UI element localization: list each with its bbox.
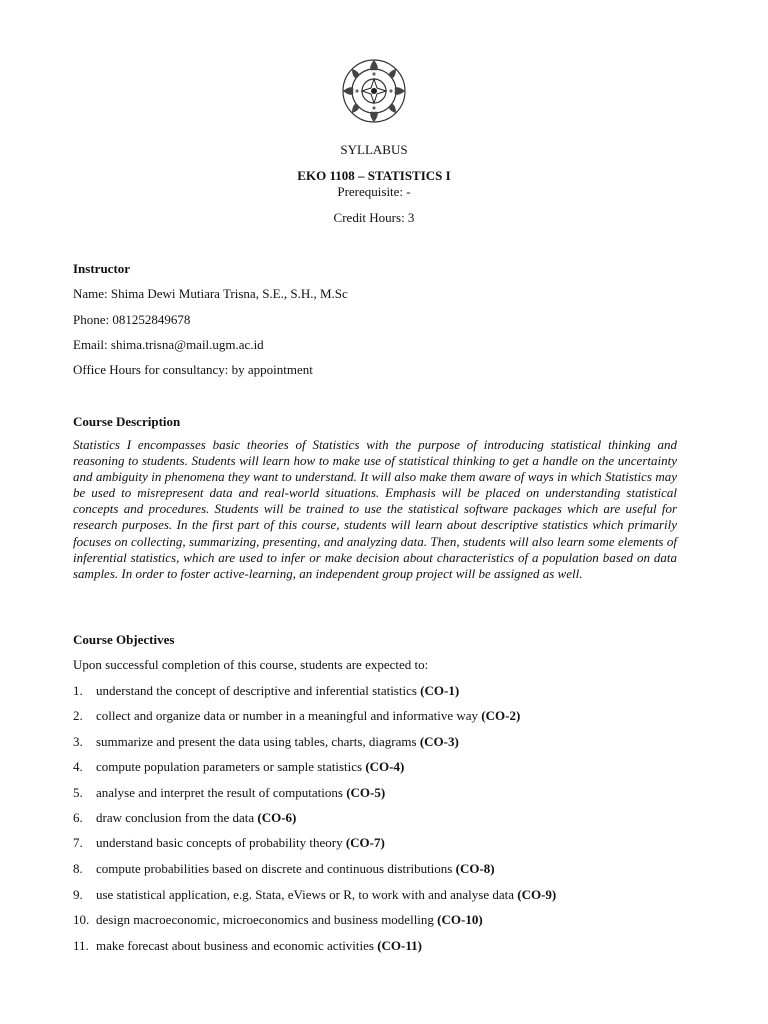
objective-number: 9. [73, 887, 83, 902]
objective-number: 2. [73, 708, 83, 723]
objective-number: 3. [73, 734, 83, 749]
objective-code: (CO-9) [517, 887, 557, 902]
objective-text: design macroeconomic, microeconomics and business modelling [96, 912, 434, 927]
objective-number: 5. [73, 785, 83, 800]
objective-code: (CO-2) [481, 708, 521, 723]
objective-item [73, 835, 385, 851]
credit-hours: Credit Hours: 3 [333, 210, 415, 225]
objective-code: (CO-4) [365, 759, 405, 774]
objective-item [73, 912, 483, 928]
objective-code: (CO-8) [455, 861, 495, 876]
instructor-name: Name: Shima Dewi Mutiara Trisna, S.E., S.H., M.Sc [73, 286, 348, 301]
objective-code: (CO-1) [420, 683, 460, 698]
objective-code: (CO-3) [419, 734, 459, 749]
objective-code: (CO-7) [345, 835, 385, 850]
objective-code: (CO-5) [346, 785, 386, 800]
objective-number: 6. [73, 810, 83, 825]
office-hours: Office Hours for consultancy: by appointment [73, 362, 313, 377]
instructor-heading: Instructor [73, 261, 131, 276]
objective-code: (CO-6) [257, 810, 297, 825]
objective-code: (CO-11) [377, 938, 422, 953]
objectives-intro: Upon successful completion of this course, students are expected to: [73, 657, 429, 672]
objective-item [73, 708, 520, 724]
course-description-text: Statistics I encompasses basic theories of Statistics with the purpose of introducing statistical thinking and reasoning to students. Students will learn how to make use of statistical thinking to get a handle on the uncertainty and ambiguity in phenomena they want to understand. It will also make them aware of ways in which Statistics may be used to misrepresent data and real-world situations. Emphasis will be placed on understanding statistical concepts and procedures. Students will be trained to use the statistical software packages which are useful for research purposes. In the first part of this course, students will learn about descriptive statistics which primarily focuses on collecting, summarizing, presenting, and analyzing data. Then, students will also learn some elements of inferential statistics, which are used to infer or make decision about characteristics of a population based on data samples. In order to foster active-learning, an independent group project will be assigned as well. [73, 437, 677, 581]
objective-item [73, 759, 404, 775]
objective-number: 8. [73, 861, 83, 876]
objective-text: draw conclusion from the data [96, 810, 255, 825]
course-description-heading: Course Description [73, 414, 181, 429]
objective-code: (CO-10) [437, 912, 483, 927]
objective-text: collect and organize data or number in a meaningful and informative way [96, 708, 479, 723]
objective-number: 1. [73, 683, 83, 698]
objective-text: understand the concept of descriptive and inferential statistics [96, 683, 417, 698]
objective-number: 10. [73, 912, 90, 927]
objective-text: make forecast about business and economic activities [96, 938, 374, 953]
objective-text: analyse and interpret the result of computations [96, 785, 343, 800]
objective-item [73, 810, 296, 826]
instructor-phone: Phone: 081252849678 [73, 312, 191, 327]
university-seal-icon [341, 58, 407, 124]
objective-item [73, 683, 459, 699]
objective-text: use statistical application, e.g. Stata, eViews or R, to work with and analyse data [96, 887, 514, 902]
objective-item [73, 734, 459, 750]
objective-text: compute probabilities based on discrete and continuous distributions [96, 861, 453, 876]
objective-number: 11. [73, 938, 89, 953]
objective-item [73, 887, 556, 903]
document-type: SYLLABUS [340, 142, 408, 157]
objective-item [73, 785, 385, 801]
objective-number: 4. [73, 759, 83, 774]
objective-text: understand basic concepts of probability theory [96, 835, 343, 850]
prerequisite: Prerequisite: - [337, 184, 411, 199]
objective-text: compute population parameters or sample statistics [96, 759, 363, 774]
objective-number: 7. [73, 835, 83, 850]
objective-item [73, 938, 422, 954]
objective-item [73, 861, 495, 877]
course-objectives-heading: Course Objectives [73, 632, 175, 647]
instructor-email: Email: shima.trisna@mail.ugm.ac.id [73, 337, 264, 352]
objective-text: summarize and present the data using tables, charts, diagrams [96, 734, 417, 749]
course-title: EKO 1108 – STATISTICS I [297, 168, 451, 183]
